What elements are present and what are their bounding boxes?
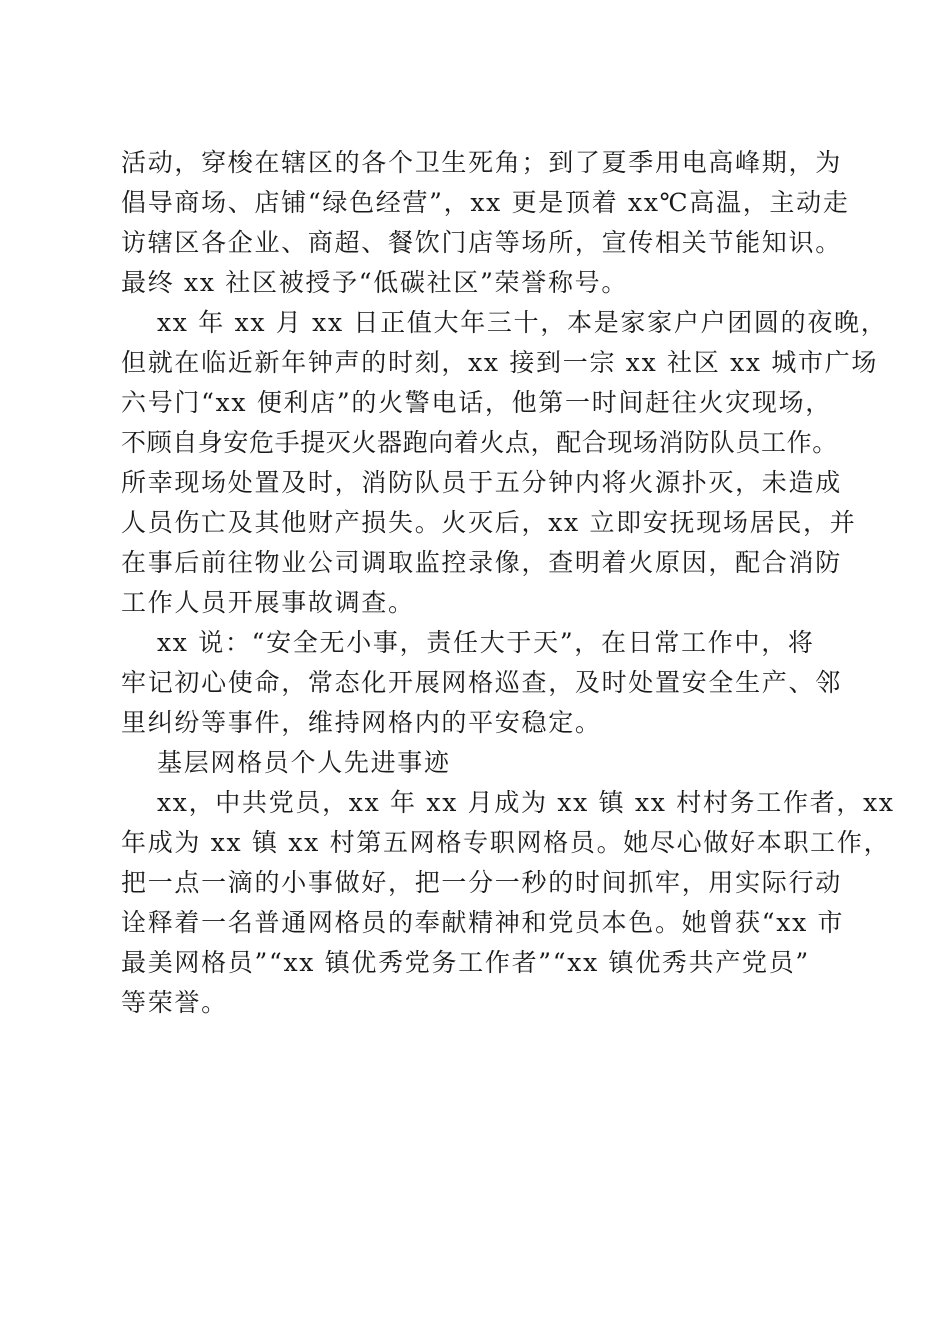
text-line: 所幸现场处置及时，消防队员于五分钟内将火源扑灭，未造成 bbox=[121, 468, 842, 497]
section-heading: 基层网格员个人先进事迹 bbox=[157, 748, 451, 777]
text-line: 等荣誉。 bbox=[121, 988, 228, 1017]
text-line: 活动，穿梭在辖区的各个卫生死角；到了夏季用电高峰期，为 bbox=[121, 148, 842, 177]
text-line: 访辖区各企业、商超、餐饮门店等场所，宣传相关节能知识。 bbox=[121, 228, 842, 257]
text-line: 倡导商场、店铺“绿色经营”，xx 更是顶着 xx℃高温，主动走 bbox=[121, 188, 850, 217]
text-line: 最美网格员”“xx 镇优秀党务工作者”“xx 镇优秀共产党员” bbox=[121, 948, 810, 977]
paragraph-start-line: xx 年 xx 月 xx 日正值大年三十，本是家家户户团圆的夜晚， bbox=[157, 308, 888, 337]
text-line: 年成为 xx 镇 xx 村第五网格专职网格员。她尽心做好本职工作， bbox=[121, 828, 891, 857]
document-body bbox=[121, 143, 895, 1023]
text-line: 工作人员开展事故调查。 bbox=[121, 588, 415, 617]
text-line: 里纠纷等事件，维持网格内的平安稳定。 bbox=[121, 708, 602, 737]
text-line: 把一点一滴的小事做好，把一分一秒的时间抓牢，用实际行动 bbox=[121, 868, 842, 897]
text-line: 但就在临近新年钟声的时刻，xx 接到一宗 xx 社区 xx 城市广场 bbox=[121, 348, 879, 377]
text-line: 牢记初心使命，常态化开展网格巡查，及时处置安全生产、邻 bbox=[121, 668, 842, 697]
text-line: 在事后前往物业公司调取监控录像，查明着火原因，配合消防 bbox=[121, 548, 842, 577]
paragraph-start-line: xx，中共党员，xx 年 xx 月成为 xx 镇 xx 村村务工作者，xx bbox=[157, 788, 895, 817]
text-line: 诠释着一名普通网格员的奉献精神和党员本色。她曾获“xx 市 bbox=[121, 908, 845, 937]
text-line: 不顾自身安危手提灭火器跑向着火点，配合现场消防队员工作。 bbox=[121, 428, 838, 457]
text-line: 六号门“xx 便利店”的火警电话，他第一时间赶往火灾现场， bbox=[121, 388, 833, 417]
text-line: 最终 xx 社区被授予“低碳社区”荣誉称号。 bbox=[121, 268, 629, 297]
text-line: 人员伤亡及其他财产损失。火灭后，xx 立即安抚现场居民，并 bbox=[121, 508, 857, 537]
paragraph-start-line: xx 说：“安全无小事，责任大于天”，在日常工作中，将 bbox=[157, 628, 815, 657]
